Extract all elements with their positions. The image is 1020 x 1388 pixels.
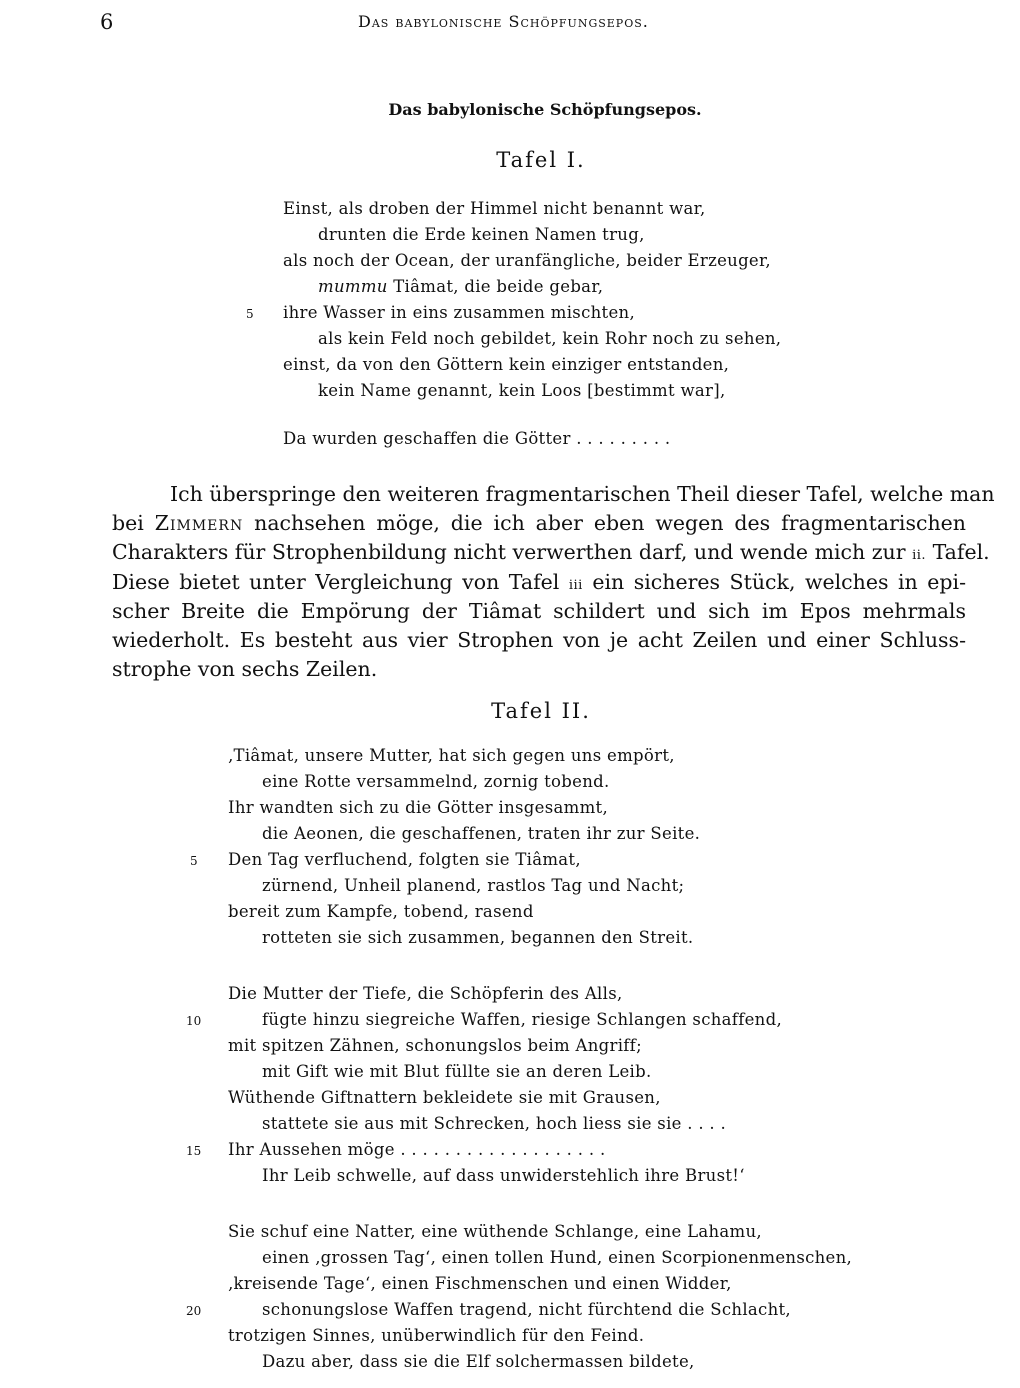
tafel-2-line-21: trotzigen Sinnes, unüberwindlich für den Feind.: [228, 1326, 645, 1345]
prose-line-3-a: Charakters für Strophenbildung nicht verwerthen darf, und wende mich zur: [112, 540, 906, 565]
line-number-10: 10: [186, 1014, 202, 1028]
tafel-2-line-1: ‚Tiâmat, unsere Mutter, hat sich gegen uns empört,: [228, 746, 675, 765]
prose-line-2-a: bei: [112, 511, 144, 536]
tafel-2-line-17: Sie schuf eine Natter, eine wüthende Schlange, eine Lahamu,: [228, 1222, 762, 1241]
page-number: 6: [100, 10, 114, 34]
tafel-2-line-6: zürnend, Unheil planend, rastlos Tag und Nacht;: [262, 876, 685, 895]
tafel-1-heading: Tafel I.: [496, 148, 586, 172]
line-number-15: 15: [186, 1144, 202, 1158]
author-name: Zimmern: [154, 511, 244, 536]
main-title: Das babylonische Schöpfungsepos.: [388, 100, 702, 119]
tafel-2-line-7: bereit zum Kampfe, tobend, rasend: [228, 902, 534, 921]
prose-line-3-b: Tafel.: [932, 540, 990, 565]
running-title: Das babylonische Schöpfungsepos.: [358, 12, 649, 31]
prose-line-4-b: ein sicheres Stück, welches in epi-: [592, 569, 966, 594]
prose-line-2-b: nachsehen möge, die ich aber eben wegen des fragmentarischen: [254, 511, 966, 536]
prose-line-7: strophe von sechs Zeilen.: [112, 657, 378, 682]
tafel-1-line-8: kein Name genannt, kein Loos [bestimmt war],: [318, 381, 726, 400]
line-number-5: 5: [190, 854, 198, 868]
roman-numeral: iii: [568, 577, 583, 593]
line-number-5: 5: [246, 307, 254, 321]
tafel-2-line-16: Ihr Leib schwelle, auf dass unwiderstehlich ihre Brust!‘: [262, 1166, 745, 1185]
prose-line-4-a: Diese bietet unter Vergleichung von Tafel: [112, 569, 560, 594]
tafel-2-heading: Tafel II.: [491, 699, 591, 723]
italic-mummu: mummu: [318, 277, 388, 296]
tafel-2-line-14: stattete sie aus mit Schrecken, hoch liess sie sie . . . .: [262, 1114, 727, 1133]
tafel-2-line-19: ‚kreisende Tage‘, einen Fischmenschen und einen Widder,: [228, 1274, 732, 1293]
tafel-1-line-2: drunten die Erde keinen Namen trug,: [318, 225, 645, 244]
tafel-2-line-18: einen ‚grossen Tag‘, einen tollen Hund, einen Scorpionenmenschen,: [262, 1248, 853, 1267]
tafel-1-line-6: als kein Feld noch gebildet, kein Rohr noch zu sehen,: [318, 329, 782, 348]
prose-line-2: [112, 509, 966, 538]
tafel-2-line-22: Dazu aber, dass sie die Elf solchermassen bildete,: [262, 1352, 695, 1371]
line-number-20: 20: [186, 1304, 202, 1318]
tafel-1-line-7: einst, da von den Göttern kein einziger entstanden,: [283, 355, 730, 374]
prose-paragraph: [112, 480, 995, 684]
prose-line-6: wiederholt. Es besteht aus vier Strophen von je acht Zeilen und einer Schluss-: [112, 627, 966, 652]
tafel-1-line-4-text: Tiâmat, die beide gebar,: [393, 277, 604, 296]
tafel-2-line-3: Ihr wandten sich zu die Götter insgesammt,: [228, 798, 609, 817]
running-head: [0, 10, 1020, 36]
tafel-2-line-12: mit Gift wie mit Blut füllte sie an deren Leib.: [262, 1062, 652, 1081]
tafel-1-line-1: Einst, als droben der Himmel nicht benannt war,: [283, 199, 706, 218]
tafel-2-line-11: mit spitzen Zähnen, schonungslos beim Angriff;: [228, 1036, 642, 1055]
tafel-1-line-4: [318, 277, 603, 296]
prose-line-1: Ich überspringe den weiteren fragmentarischen Theil dieser Tafel, welche man: [170, 482, 995, 506]
roman-numeral: ii.: [912, 548, 927, 564]
tafel-2-line-9: Die Mutter der Tiefe, die Schöpferin des Alls,: [228, 984, 623, 1003]
prose-line-3: [112, 538, 990, 567]
tafel-2-line-2: eine Rotte versammelnd, zornig tobend.: [262, 772, 610, 791]
tafel-2-line-10: fügte hinzu siegreiche Waffen, riesige Schlangen schaffend,: [262, 1010, 783, 1029]
tafel-1-line-3: als noch der Ocean, der uranfängliche, beider Erzeuger,: [283, 251, 771, 270]
tafel-2-line-13: Wüthende Giftnattern bekleidete sie mit Grausen,: [228, 1088, 661, 1107]
tafel-2-line-4: die Aeonen, die geschaffenen, traten ihr zur Seite.: [262, 824, 701, 843]
prose-line-5: scher Breite die Empörung der Tiâmat schildert und sich im Epos mehrmals: [112, 598, 966, 623]
tafel-2-line-5: Den Tag verfluchend, folgten sie Tiâmat,: [228, 850, 581, 869]
tafel-1-line-9: Da wurden geschaffen die Götter . . . . . . . . .: [283, 429, 671, 448]
tafel-2-line-15: Ihr Aussehen möge . . . . . . . . . . . . . . . . . . .: [228, 1140, 606, 1159]
prose-line-4: [112, 568, 966, 597]
tafel-1-line-5: ihre Wasser in eins zusammen mischten,: [283, 303, 636, 322]
tafel-2-line-8: rotteten sie sich zusammen, begannen den Streit.: [262, 928, 694, 947]
tafel-2-line-20: schonungslose Waffen tragend, nicht fürchtend die Schlacht,: [262, 1300, 791, 1319]
